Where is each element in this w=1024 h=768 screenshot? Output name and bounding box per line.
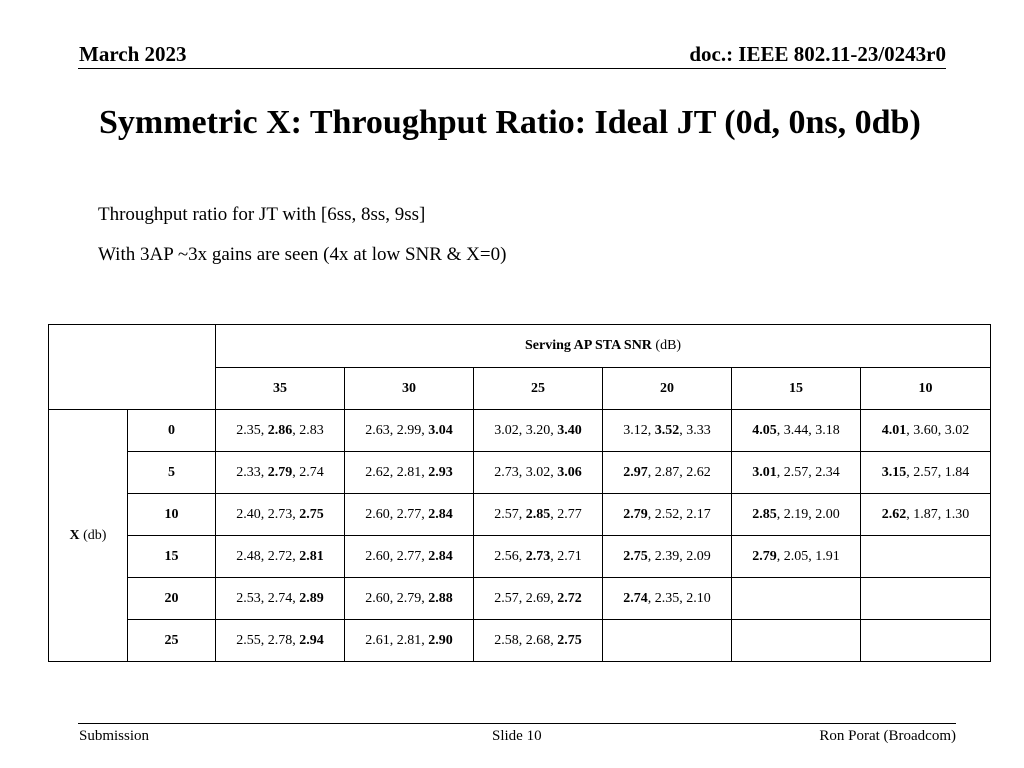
table-row bbox=[49, 452, 991, 494]
cell-value-max: 2.74 bbox=[623, 590, 648, 606]
cell-value: , 2.83 bbox=[292, 422, 324, 438]
table-cell bbox=[732, 452, 861, 494]
body-line-2: With 3AP ~3x gains are seen (4x at low SNR & X=0) bbox=[98, 244, 507, 265]
cell-value-max: 3.52 bbox=[654, 422, 680, 438]
cell-value-max: 2.72 bbox=[557, 590, 582, 606]
table-cell bbox=[345, 410, 474, 452]
body-line-1: Throughput ratio for JT with [6ss, 8ss, 9ss] bbox=[98, 204, 426, 225]
table-cell bbox=[861, 494, 991, 536]
snr-header-25: 25 bbox=[474, 368, 603, 410]
cell-value: 2.63, 2.99, bbox=[365, 422, 429, 438]
cell-value: 2.62, 2.81, bbox=[365, 464, 429, 480]
slide-title: Symmetric X: Throughput Ratio: Ideal JT (0d, 0ns, 0db) bbox=[99, 104, 921, 141]
cell-value-max: 2.88 bbox=[428, 590, 453, 606]
cell-value: , 2.19, 2.00 bbox=[776, 506, 840, 522]
table-cell bbox=[861, 452, 991, 494]
cell-value: , 2.77 bbox=[550, 506, 582, 522]
cell-value: 2.33, bbox=[236, 464, 268, 480]
cell-value: , 2.52, 2.17 bbox=[647, 506, 711, 522]
x-value-5: 5 bbox=[128, 452, 216, 494]
cell-value-max: 2.73 bbox=[525, 548, 551, 564]
cell-value: 3.02, 3.20, bbox=[494, 422, 558, 438]
table-cell bbox=[732, 536, 861, 578]
cell-value-max: 3.15 bbox=[881, 464, 907, 480]
cell-value-max: 2.79 bbox=[267, 464, 293, 480]
x-value-10: 10 bbox=[128, 494, 216, 536]
cell-value: , 2.87, 2.62 bbox=[647, 464, 711, 480]
table-cell bbox=[345, 620, 474, 662]
table-cell bbox=[603, 410, 732, 452]
cell-value-max: 2.85 bbox=[525, 506, 551, 522]
table-cell bbox=[474, 494, 603, 536]
cell-value-max: 4.05 bbox=[752, 422, 777, 438]
header-date: March 2023 bbox=[79, 42, 187, 66]
cell-value-max: 3.01 bbox=[752, 464, 777, 480]
cell-value: , 2.39, 2.09 bbox=[647, 548, 711, 564]
cell-value-max: 2.86 bbox=[267, 422, 293, 438]
table-row bbox=[49, 620, 991, 662]
table-cell bbox=[603, 620, 732, 662]
cell-value-max: 2.79 bbox=[752, 548, 777, 564]
cell-value: 2.48, 2.72, bbox=[236, 548, 300, 564]
footer-slide-number: Slide 10 bbox=[492, 728, 542, 744]
cell-value-max: 2.84 bbox=[428, 548, 453, 564]
table-cell bbox=[732, 620, 861, 662]
cell-value: , 2.57, 2.34 bbox=[776, 464, 840, 480]
cell-value: 2.55, 2.78, bbox=[236, 632, 300, 648]
table-cell bbox=[603, 494, 732, 536]
table-cell bbox=[216, 410, 345, 452]
footer-divider bbox=[78, 723, 956, 724]
x-value-25: 25 bbox=[128, 620, 216, 662]
cell-value-max: 2.75 bbox=[557, 632, 582, 648]
cell-value-max: 4.01 bbox=[881, 422, 907, 438]
table-cell bbox=[861, 620, 991, 662]
cell-value-max: 2.84 bbox=[428, 506, 453, 522]
table-cell bbox=[345, 536, 474, 578]
table-cell bbox=[345, 578, 474, 620]
table-row bbox=[49, 494, 991, 536]
table-cell bbox=[603, 578, 732, 620]
header-divider bbox=[78, 68, 946, 69]
table-cell bbox=[732, 410, 861, 452]
cell-value-max: 2.89 bbox=[299, 590, 324, 606]
cell-value-max: 2.97 bbox=[623, 464, 648, 480]
cell-value: , 2.35, 2.10 bbox=[647, 590, 711, 606]
cell-value-max: 2.75 bbox=[299, 506, 324, 522]
cell-value: , 3.33 bbox=[679, 422, 711, 438]
cell-value: 2.57, bbox=[494, 506, 526, 522]
table-cell bbox=[345, 494, 474, 536]
cell-value: 2.58, 2.68, bbox=[494, 632, 558, 648]
cell-value: , 2.05, 1.91 bbox=[776, 548, 840, 564]
cell-value: 2.61, 2.81, bbox=[365, 632, 429, 648]
cell-value-max: 2.90 bbox=[428, 632, 453, 648]
table-cell bbox=[474, 536, 603, 578]
table-cell bbox=[732, 578, 861, 620]
cell-value: 2.56, bbox=[494, 548, 526, 564]
snr-header-10: 10 bbox=[861, 368, 991, 410]
table-cell bbox=[861, 410, 991, 452]
snr-header-15: 15 bbox=[732, 368, 861, 410]
cell-value: , 2.74 bbox=[292, 464, 324, 480]
corner-cell bbox=[49, 325, 216, 410]
cell-value: 2.53, 2.74, bbox=[236, 590, 300, 606]
cell-value-max: 2.81 bbox=[299, 548, 324, 564]
snr-header-35: 35 bbox=[216, 368, 345, 410]
cell-value: , 3.60, 3.02 bbox=[906, 422, 970, 438]
cell-value: , 2.57, 1.84 bbox=[906, 464, 970, 480]
snr-header-30: 30 bbox=[345, 368, 474, 410]
table-row bbox=[49, 578, 991, 620]
cell-value: 2.60, 2.79, bbox=[365, 590, 429, 606]
table-cell bbox=[216, 620, 345, 662]
cell-value: , 3.44, 3.18 bbox=[776, 422, 840, 438]
table-cell bbox=[732, 494, 861, 536]
snr-group-unit: (dB) bbox=[651, 338, 682, 353]
table-row bbox=[49, 536, 991, 578]
x-group-header bbox=[49, 410, 128, 662]
footer-submission: Submission bbox=[79, 728, 150, 744]
header-doc-id: doc.: IEEE 802.11-23/0243r0 bbox=[689, 42, 946, 66]
table-cell bbox=[345, 452, 474, 494]
table-cell bbox=[861, 578, 991, 620]
cell-value-max: 2.94 bbox=[299, 632, 324, 648]
cell-value-max: 3.04 bbox=[428, 422, 453, 438]
cell-value: , 2.71 bbox=[550, 548, 582, 564]
x-value-20: 20 bbox=[128, 578, 216, 620]
cell-value-max: 2.62 bbox=[881, 506, 907, 522]
snr-group-header bbox=[216, 325, 991, 368]
snr-group-label: Serving AP STA SNR bbox=[524, 338, 652, 353]
cell-value: , 1.87, 1.30 bbox=[906, 506, 970, 522]
cell-value-max: 3.40 bbox=[557, 422, 582, 438]
table-cell bbox=[861, 536, 991, 578]
table-cell bbox=[216, 536, 345, 578]
cell-value: 2.57, 2.69, bbox=[494, 590, 558, 606]
cell-value: 2.40, 2.73, bbox=[236, 506, 300, 522]
x-value-15: 15 bbox=[128, 536, 216, 578]
table-row bbox=[49, 410, 991, 452]
table-cell bbox=[474, 578, 603, 620]
cell-value: 2.60, 2.77, bbox=[365, 506, 429, 522]
x-group-label: X bbox=[69, 527, 80, 543]
cell-value: 2.60, 2.77, bbox=[365, 548, 429, 564]
table-cell bbox=[474, 452, 603, 494]
table-cell bbox=[216, 578, 345, 620]
table-cell bbox=[216, 494, 345, 536]
table-cell bbox=[216, 452, 345, 494]
x-group-unit: (db) bbox=[79, 527, 107, 543]
cell-value: 3.12, bbox=[623, 422, 655, 438]
cell-value: 2.35, bbox=[236, 422, 268, 438]
table-cell bbox=[474, 410, 603, 452]
throughput-ratio-table bbox=[48, 324, 991, 662]
snr-header-20: 20 bbox=[603, 368, 732, 410]
table-cell bbox=[603, 536, 732, 578]
footer-author: Ron Porat (Broadcom) bbox=[819, 728, 956, 744]
cell-value-max: 3.06 bbox=[557, 464, 582, 480]
cell-value-max: 2.85 bbox=[752, 506, 777, 522]
table-cell bbox=[474, 620, 603, 662]
cell-value-max: 2.79 bbox=[623, 506, 648, 522]
x-value-0: 0 bbox=[128, 410, 216, 452]
cell-value-max: 2.93 bbox=[428, 464, 453, 480]
cell-value: 2.73, 3.02, bbox=[494, 464, 558, 480]
cell-value-max: 2.75 bbox=[623, 548, 648, 564]
table-cell bbox=[603, 452, 732, 494]
